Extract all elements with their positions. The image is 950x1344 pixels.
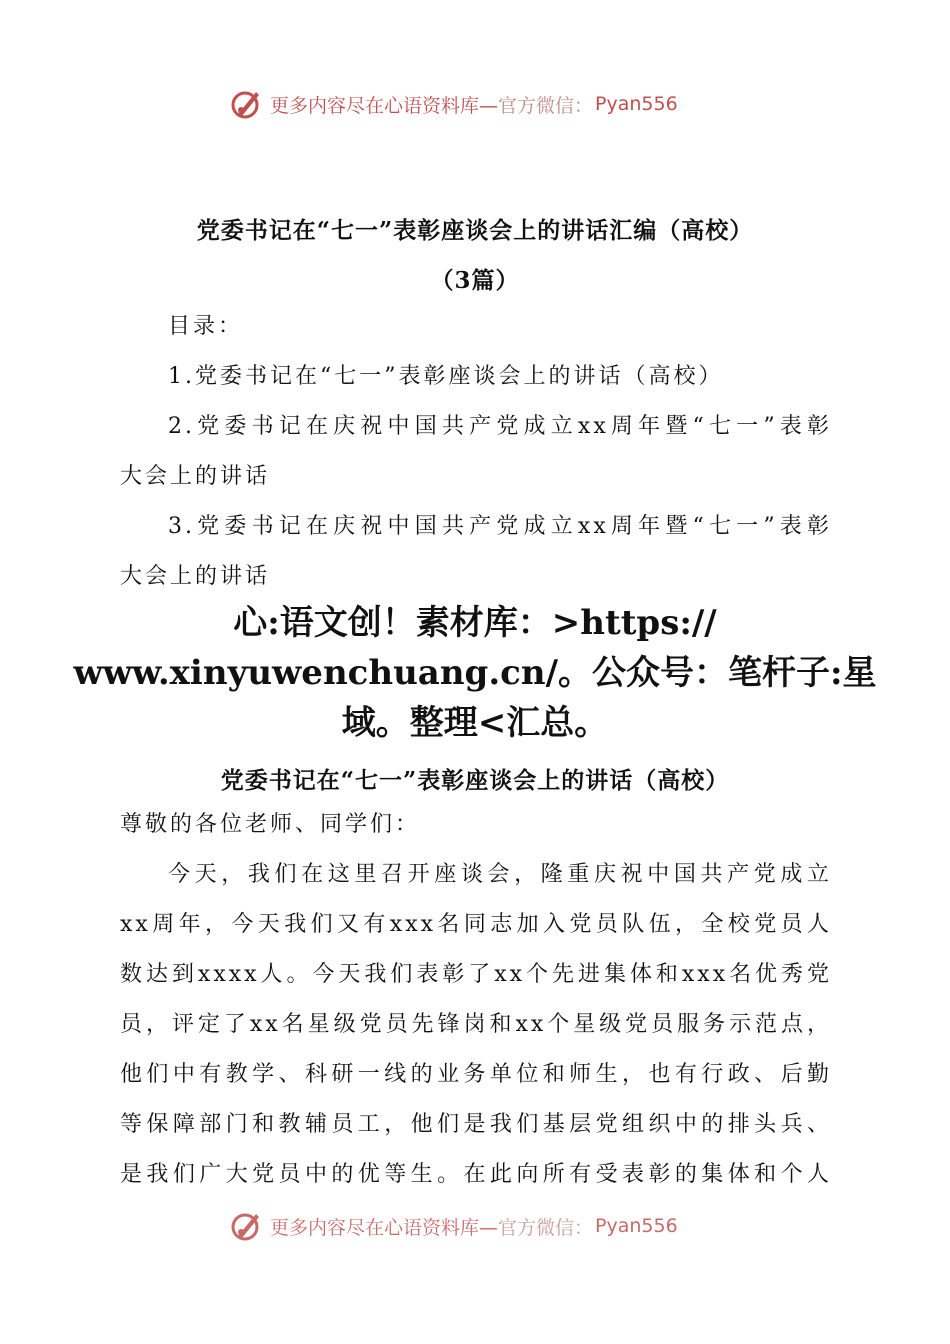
body-line: 数达到xxxx人。今天我们表彰了xx个先进集体和xxx名优秀党 (120, 962, 832, 987)
toc-item-2-cont: 大会上的讲话 (120, 464, 271, 489)
footer-watermark-banner (228, 1208, 678, 1244)
body-line: 等保障部门和教辅员工，他们是我们基层党组织中的排头兵、 (120, 1112, 832, 1137)
banner-account: Pyan556 (595, 1215, 678, 1237)
ad-line-2: www.xinyuwenchuang.cn/。公众号：笔杆子:星 (73, 653, 877, 693)
banner-wechat-label: 官方微信： (498, 94, 594, 117)
body-line: 是我们广大党员中的优等生。在此向所有受表彰的集体和个人 (120, 1162, 832, 1187)
quill-logo-icon (228, 86, 264, 122)
toc-item-3-cont: 大会上的讲话 (120, 564, 271, 589)
ad-line-3: 域。整理<汇总。 (341, 703, 609, 743)
ad-line-1: 心:语文创！素材库：>https:// (233, 603, 717, 643)
body-line: 员，评定了xx名星级党员先锋岗和xx个星级党员服务示范点， (120, 1012, 832, 1037)
body-line: xx周年，今天我们又有xxx名同志加入党员队伍，全校党员人 (120, 912, 832, 937)
banner-account: Pyan556 (595, 93, 678, 115)
body-line: 今天，我们在这里召开座谈会，隆重庆祝中国共产党成立 (168, 862, 832, 887)
quill-logo-icon (228, 1208, 264, 1244)
toc-item-3: 3.党委书记在庆祝中国共产党成立xx周年暨“七一”表彰 (168, 514, 832, 539)
body-line: 他们中有教学、科研一线的业务单位和师生，也有行政、后勤 (120, 1062, 832, 1087)
document-title: 党委书记在“七一”表彰座谈会上的讲话汇编（高校） (196, 217, 754, 244)
toc-item-1: 1.党委书记在“七一”表彰座谈会上的讲话（高校） (168, 364, 724, 389)
banner-text: 更多内容尽在心语资料库— (270, 94, 499, 117)
banner-text: 更多内容尽在心语资料库— (270, 1216, 499, 1239)
toc-item-2: 2.党委书记在庆祝中国共产党成立xx周年暨“七一”表彰 (168, 414, 832, 439)
salutation: 尊敬的各位老师、同学们： (120, 812, 421, 837)
toc-label: 目录： (168, 314, 244, 339)
header-watermark-banner (228, 86, 678, 122)
document-title-count: （3篇） (430, 267, 520, 294)
banner-wechat-label: 官方微信： (498, 1216, 594, 1239)
section-title: 党委书记在“七一”表彰座谈会上的讲话（高校） (220, 767, 730, 794)
